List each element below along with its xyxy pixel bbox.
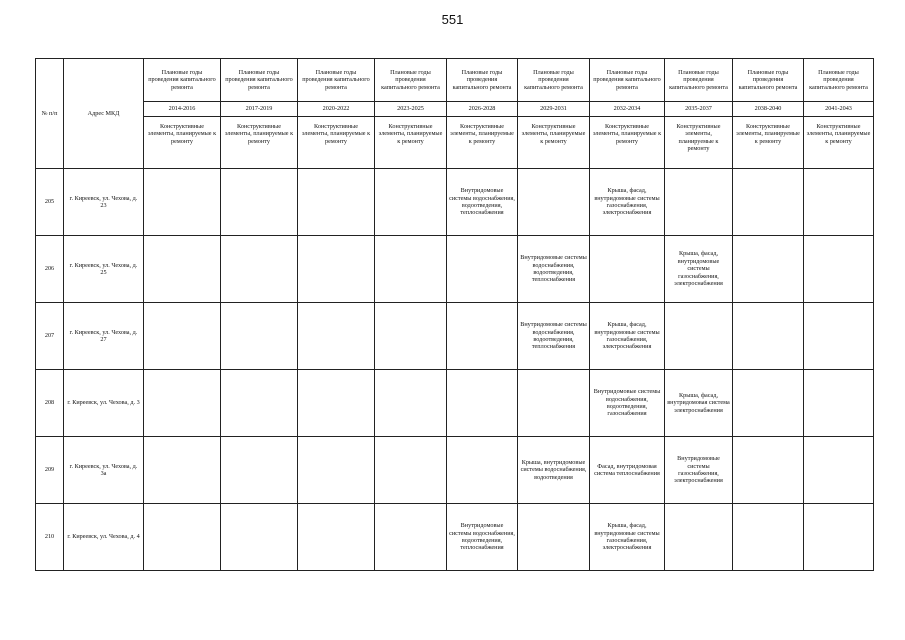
repair-works-cell [221,437,298,504]
header-elements-label: Конструктивные элементы, планируемые к ремонту [518,117,590,169]
repair-works-cell: Крыша, внутридомовые системы водоснабжения, водоотведения [518,437,590,504]
repair-works-cell [665,504,733,571]
repair-works-cell [221,370,298,437]
repair-works-cell: Внутридомовые системы водоснабжения, водоотведения, теплоснабжения [518,236,590,303]
header-row-elements [36,117,874,169]
repair-works-cell: Внутридомовые системы водоснабжения, водоотведения, теплоснабжения [447,504,518,571]
header-planned-years-label: Плановые годы проведения капитального ремонта [804,59,874,102]
repair-works-cell [221,504,298,571]
header-row-planned-years [36,59,874,102]
repair-works-cell [447,236,518,303]
repair-works-cell: Внутридомовые системы водоснабжения, водоотведения, газоснабжения [590,370,665,437]
repair-works-cell [447,303,518,370]
repair-works-cell [733,504,804,571]
header-planned-years-label: Плановые годы проведения капитального ремонта [221,59,298,102]
repair-works-cell [733,169,804,236]
repair-works-cell [375,504,447,571]
header-period: 2014-2016 [144,102,221,117]
row-number: 210 [36,504,64,571]
repair-works-cell [804,236,874,303]
header-period: 2035-2037 [665,102,733,117]
table-row [36,370,874,437]
repair-works-cell [298,303,375,370]
row-address: г. Киреевск, ул. Чехова, д. 25 [64,236,144,303]
repair-works-cell [221,169,298,236]
header-elements-label: Конструктивные элементы, планируемые к ремонту [375,117,447,169]
repair-works-cell [298,169,375,236]
header-num: № п/п [36,59,64,169]
table-row [36,504,874,571]
row-number: 206 [36,236,64,303]
repair-works-cell: Фасад, внутридомовая система теплоснабжения [590,437,665,504]
header-period: 2020-2022 [298,102,375,117]
header-period: 2029-2031 [518,102,590,117]
repair-works-cell: Внутридомовые системы газоснабжения, электроснабжения [665,437,733,504]
repair-works-cell [518,370,590,437]
repair-works-cell: Крыша, фасад, внутридомовая система электроснабжения [665,370,733,437]
repair-works-cell [447,437,518,504]
table-row [36,437,874,504]
header-planned-years-label: Плановые годы проведения капитального ремонта [518,59,590,102]
row-address: г. Киреевск, ул. Чехова, д. 27 [64,303,144,370]
header-address: Адрес МКД [64,59,144,169]
repair-works-cell [733,236,804,303]
header-planned-years-label: Плановые годы проведения капитального ремонта [447,59,518,102]
row-number: 209 [36,437,64,504]
repair-works-cell [221,236,298,303]
header-planned-years-label: Плановые годы проведения капитального ремонта [733,59,804,102]
repair-works-cell [375,303,447,370]
repair-works-cell [144,236,221,303]
header-planned-years-label: Плановые годы проведения капитального ремонта [375,59,447,102]
page-number: 551 [441,12,464,27]
repair-works-cell [144,303,221,370]
row-number: 208 [36,370,64,437]
repair-works-cell [665,169,733,236]
table-body [36,169,874,571]
header-row-periods [36,102,874,117]
table-row [36,236,874,303]
repair-works-cell [375,236,447,303]
repair-works-cell [518,504,590,571]
repair-works-cell [733,303,804,370]
capital-repair-plan-table [35,58,874,571]
repair-works-cell [375,169,447,236]
table-row [36,169,874,236]
repair-works-cell: Внутридомовые системы водоснабжения, водоотведения, теплоснабжения [447,169,518,236]
table-row [36,303,874,370]
row-number: 207 [36,303,64,370]
repair-works-cell [298,236,375,303]
repair-works-cell [804,437,874,504]
header-planned-years-label: Плановые годы проведения капитального ремонта [665,59,733,102]
header-period: 2026-2028 [447,102,518,117]
repair-works-cell [144,504,221,571]
repair-works-cell [804,169,874,236]
repair-works-cell [447,370,518,437]
header-planned-years-label: Плановые годы проведения капитального ремонта [298,59,375,102]
repair-works-cell [518,169,590,236]
repair-works-cell [144,169,221,236]
header-planned-years-label: Плановые годы проведения капитального ремонта [590,59,665,102]
header-planned-years-label: Плановые годы проведения капитального ремонта [144,59,221,102]
row-address: г. Киреевск, ул. Чехова, д. 3а [64,437,144,504]
repair-works-cell [221,303,298,370]
repair-works-cell [375,370,447,437]
repair-works-cell [375,437,447,504]
row-number: 205 [36,169,64,236]
header-period: 2032-2034 [590,102,665,117]
header-elements-label: Конструктивные элементы, планируемые к ремонту [590,117,665,169]
row-address: г. Киреевск, ул. Чехова, д. 23 [64,169,144,236]
header-period: 2041-2043 [804,102,874,117]
repair-works-cell [665,303,733,370]
header-period: 2023-2025 [375,102,447,117]
repair-works-cell [804,370,874,437]
header-elements-label: Конструктивные элементы, планируемые к ремонту [221,117,298,169]
header-period: 2017-2019 [221,102,298,117]
repair-works-cell [298,370,375,437]
repair-works-cell [298,437,375,504]
repair-works-cell [733,370,804,437]
repair-works-cell: Крыша, фасад, внутридомовые системы газоснабжения, электроснабжения [665,236,733,303]
header-period: 2038-2040 [733,102,804,117]
repair-works-cell [298,504,375,571]
repair-works-cell: Внутридомовые системы водоснабжения, водоотведения, теплоснабжения [518,303,590,370]
header-elements-label: Конструктивные элементы, планируемые к ремонту [298,117,375,169]
header-elements-label: Конструктивные элементы, планируемые к ремонту [804,117,874,169]
repair-works-cell [590,236,665,303]
header-elements-label: Конструктивные элементы, планируемые к ремонту [447,117,518,169]
header-elements-label: Конструктивные элементы, планируемые к ремонту [733,117,804,169]
repair-works-cell: Крыша, фасад, внутридомовые системы газоснабжения, электроснабжения [590,303,665,370]
row-address: г. Киреевск, ул. Чехова, д. 4 [64,504,144,571]
header-elements-label: Конструктивные элементы, планируемые к ремонту [144,117,221,169]
row-address: г. Киреевск, ул. Чехова, д. 3 [64,370,144,437]
header-elements-label: Конструктивные элементы, планируемые к ремонту [665,117,733,169]
repair-works-cell: Крыша, фасад, внутридомовые системы газоснабжения, электроснабжения [590,169,665,236]
repair-works-cell [733,437,804,504]
repair-works-cell [144,437,221,504]
repair-works-cell [804,504,874,571]
repair-works-cell [144,370,221,437]
repair-works-cell [804,303,874,370]
repair-works-cell: Крыша, фасад, внутридомовые системы газоснабжения, электроснабжения [590,504,665,571]
